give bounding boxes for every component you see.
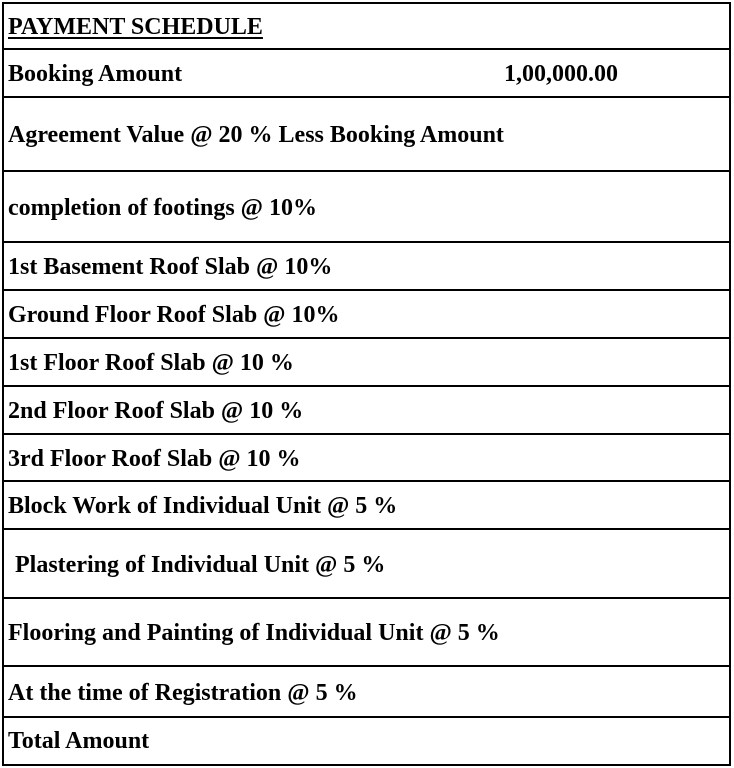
row-label: Plastering of Individual Unit @ 5 % <box>15 551 386 578</box>
row-label: Block Work of Individual Unit @ 5 % <box>8 493 398 519</box>
row-label: 2nd Floor Roof Slab @ 10 % <box>8 398 304 424</box>
table-row <box>2 337 731 387</box>
row-label: Agreement Value @ 20 % Less Booking Amount <box>8 122 504 148</box>
table-row <box>2 528 731 599</box>
table-row <box>2 433 731 482</box>
table-row <box>2 385 731 435</box>
booking-amount-value: 1,00,000.00 <box>504 61 618 87</box>
table-row <box>2 170 731 243</box>
row-label: At the time of Registration @ 5 % <box>8 679 358 706</box>
row-label: Total Amount <box>8 728 150 754</box>
row-label: 1st Basement Roof Slab @ 10% <box>8 254 333 280</box>
table-row <box>2 480 731 530</box>
row-label: Booking Amount <box>8 61 183 87</box>
row-label: 1st Floor Roof Slab @ 10 % <box>8 350 294 376</box>
table-row <box>2 665 731 718</box>
schedule-title: PAYMENT SCHEDULE <box>8 14 263 40</box>
table-row <box>2 48 731 98</box>
row-label: completion of footings @ 10% <box>8 194 317 221</box>
total-amount-row <box>2 716 731 766</box>
row-label: Ground Floor Roof Slab @ 10% <box>8 302 340 328</box>
schedule-title-row <box>2 2 731 50</box>
table-row <box>2 96 731 172</box>
table-row <box>2 241 731 291</box>
table-row <box>2 597 731 667</box>
row-label: Flooring and Painting of Individual Unit @ 5 % <box>8 620 500 646</box>
row-label: 3rd Floor Roof Slab @ 10 % <box>8 445 301 472</box>
table-row <box>2 289 731 339</box>
